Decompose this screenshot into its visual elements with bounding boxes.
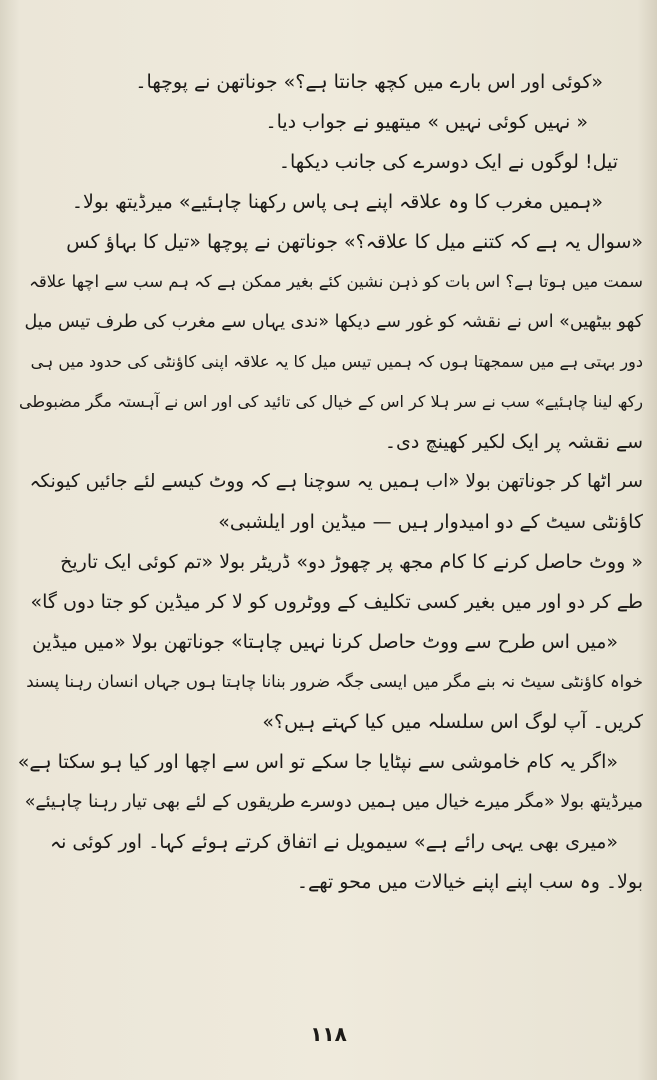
text-line: دور بہتی ہے میں سمجھتا ہوں کہ ہمیں تیس میل کا یہ علاقہ اپنی کاؤنٹی کی حدود میں ہی bbox=[30, 351, 643, 371]
text-line: «میری بھی یہی رائے ہے» سیمویل نے اتفاق کرتے ہوئے کہا۔ اور کوئی نہ bbox=[49, 830, 618, 853]
page-text bbox=[18, 62, 643, 902]
text-line: « نہیں کوئی نہیں » میتھیو نے جواب دیا۔ bbox=[265, 110, 588, 133]
text-line: «کوئی اور اس بارے میں کچھ جانتا ہے؟» جوناتھن نے پوچھا۔ bbox=[135, 70, 603, 93]
text-line: کاؤنٹی سیٹ کے دو امیدوار ہیں — میڈین اور ایلشبی» bbox=[218, 510, 643, 533]
text-line: «ہمیں مغرب کا وہ علاقہ اپنے ہی پاس رکھنا چاہئیے» میرڈیتھ بولا۔ bbox=[71, 190, 603, 213]
text-line: میرڈیتھ بولا «مگر میرے خیال میں ہمیں دوسرے طریقوں کے لئے بھی تیار رہنا چاہیئے» bbox=[24, 791, 643, 812]
text-line: طے کر دو اور میں بغیر کسی تکلیف کے ووٹروں کو لا کر میڈین کو جتا دوں گا» bbox=[30, 590, 643, 613]
text-line: «سوال یہ ہے کہ کتنے میل کا علاقہ؟» جوناتھن نے پوچھا «تیل کا بہاؤ کس bbox=[66, 230, 643, 253]
text-line: تیل! لوگوں نے ایک دوسرے کی جانب دیکھا۔ bbox=[278, 150, 618, 173]
text-line: «اگر یہ کام خاموشی سے نپٹایا جا سکے تو اس سے اچھا اور کیا ہو سکتا ہے» bbox=[18, 750, 618, 773]
text-line: سے نقشہ پر ایک لکیر کھینچ دی۔ bbox=[384, 430, 643, 453]
text-line: خواہ کاؤنٹی سیٹ نہ بنے مگر میں ایسی جگہ ضرور بنانا چاہتا ہوں جہاں انسان رہنا پسند bbox=[26, 672, 643, 692]
text-line: سر اٹھا کر جوناتھن بولا «اب ہمیں یہ سوچنا ہے کہ ووٹ کیسے لئے جائیں کیونکہ bbox=[29, 470, 643, 492]
text-line: سمت میں ہوتا ہے؟ اس بات کو ذہن نشین کئے بغیر ممکن ہے کہ ہم سب سے اچھا علاقہ bbox=[29, 272, 643, 292]
page-number: ۱۱۸ bbox=[310, 1022, 347, 1046]
text-line: «میں اس طرح سے ووٹ حاصل کرنا نہیں چاہتا» جوناتھن بولا «میں میڈین bbox=[32, 630, 618, 653]
text-line: رکھ لینا چاہئیے» سب نے سر ہلا کر اس کے خیال کی تائید کی اور اس نے آہستہ مگر مضبوطی bbox=[19, 391, 643, 411]
text-line: کھو بیٹھیں» اس نے نقشہ کو غور سے دیکھا «ندی یہاں سے مغرب کی طرف تیس میل bbox=[24, 311, 643, 332]
text-line: کریں۔ آپ لوگ اس سلسلہ میں کیا کہتے ہیں؟» bbox=[262, 710, 643, 733]
text-line: بولا۔ وہ سب اپنے اپنے خیالات میں محو تھے۔ bbox=[296, 870, 643, 893]
text-line: « ووٹ حاصل کرنے کا کام مجھ پر چھوڑ دو» ڈریٹر بولا «تم کوئی ایک تاریخ bbox=[60, 550, 643, 573]
